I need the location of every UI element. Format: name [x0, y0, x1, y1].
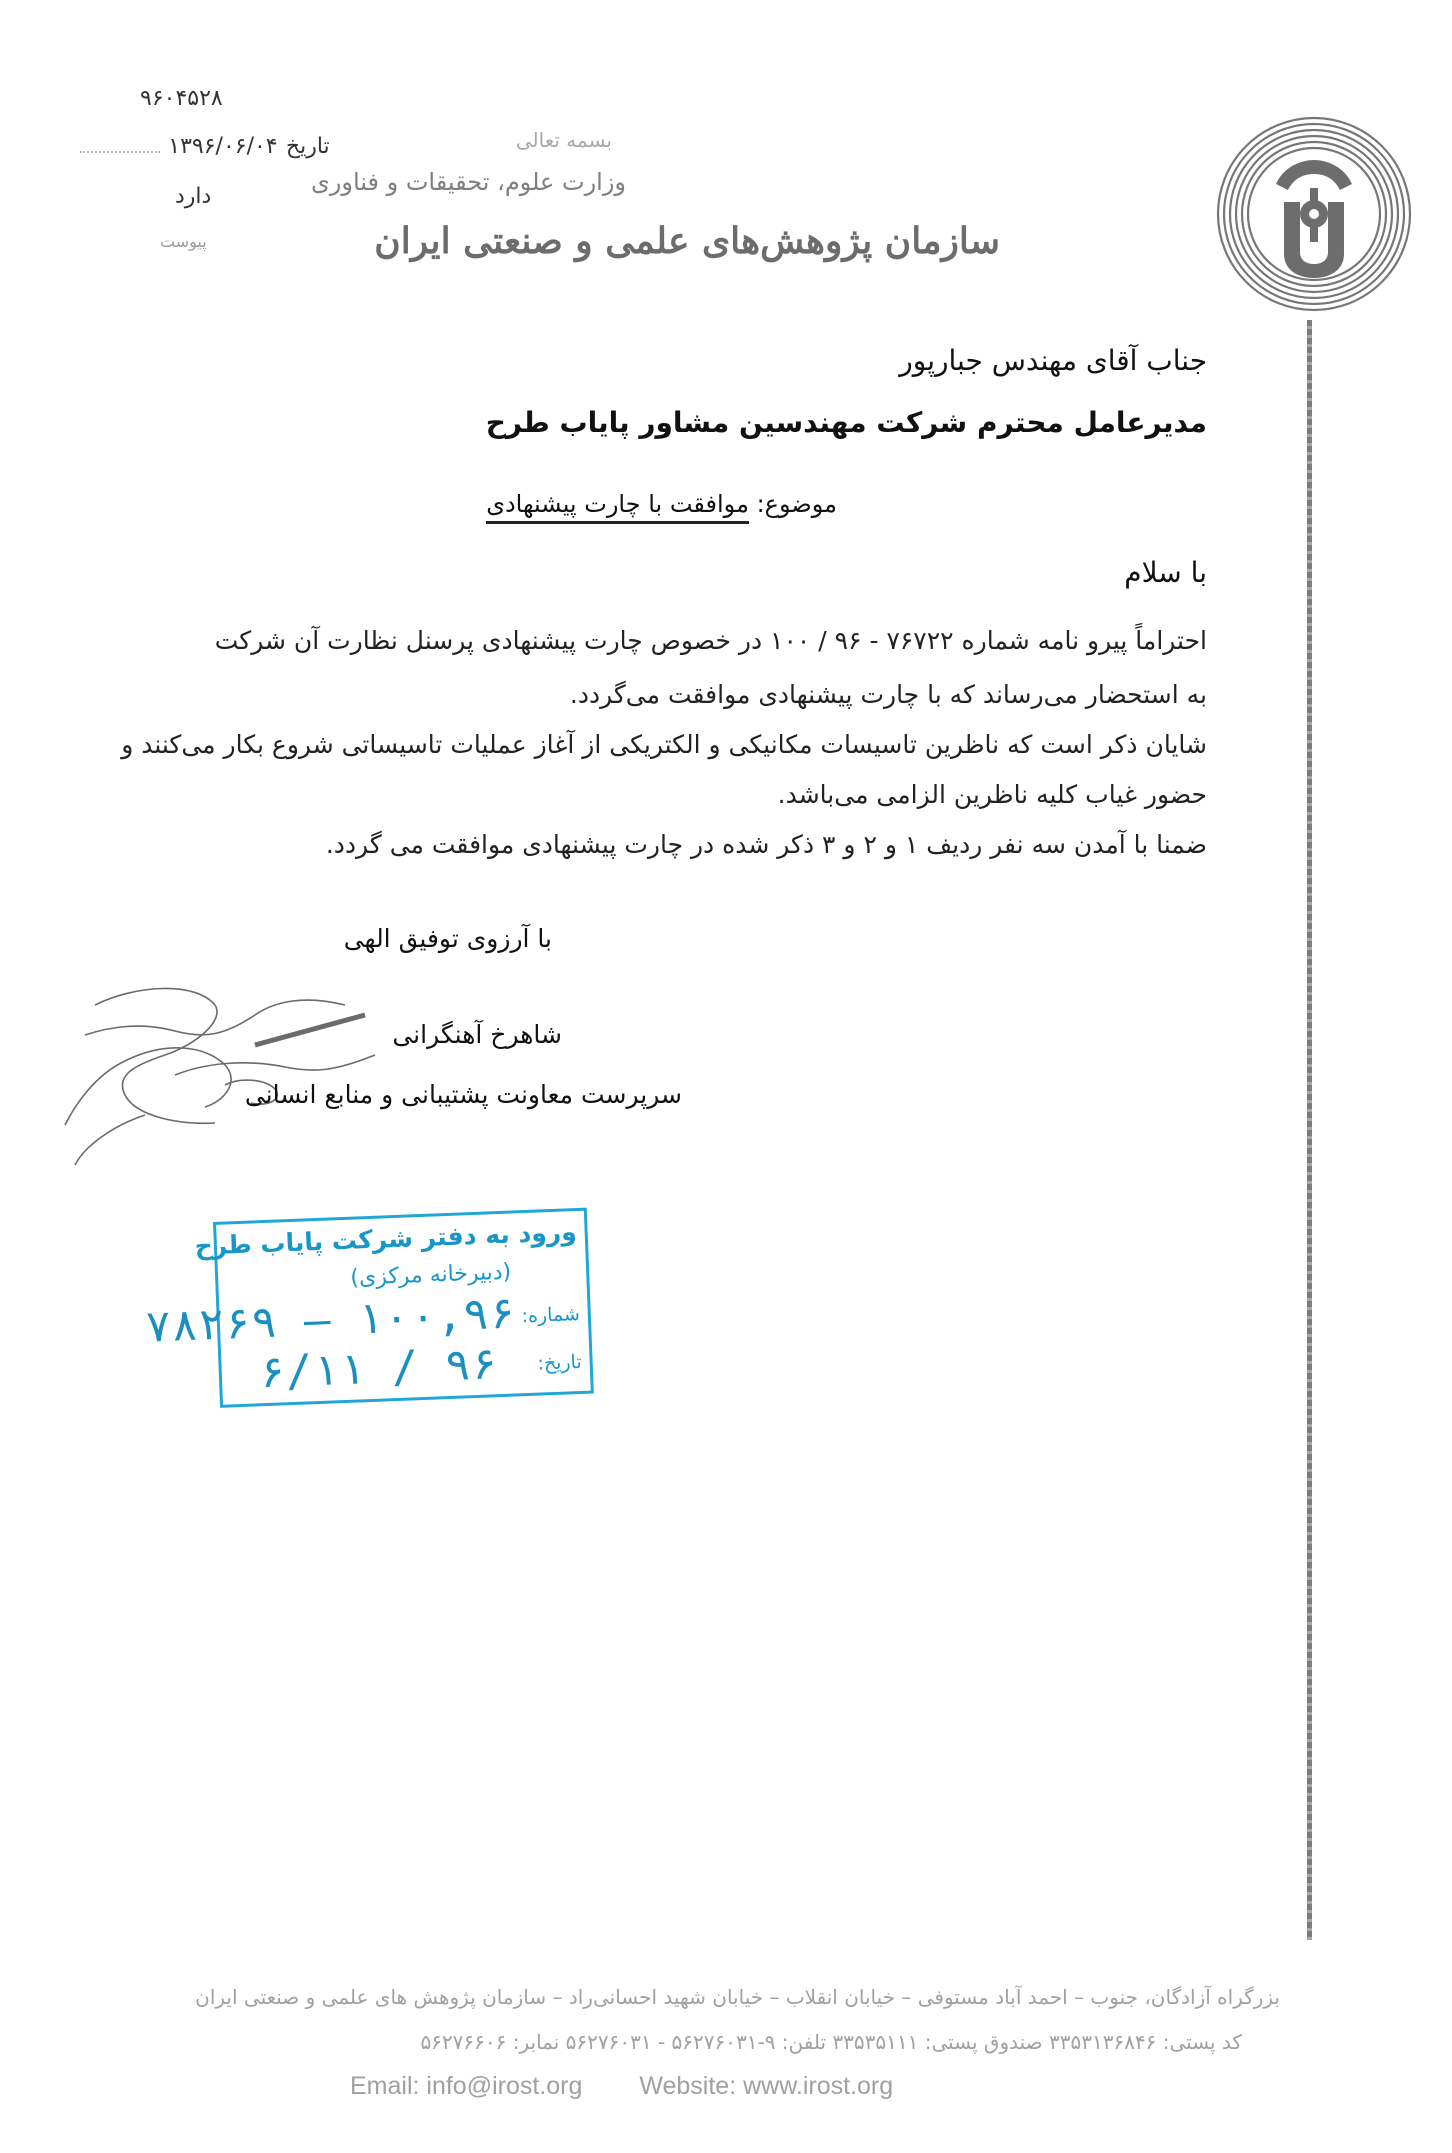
- body-line-4: حضور غیاب کلیه ناظرین الزامی می‌باشد.: [777, 780, 1207, 809]
- recipient-name: جناب آقای مهندس جبارپور: [899, 344, 1207, 377]
- stamp-number-value: ۱۰۰,۹۶ — ۷۸۲۶۹: [144, 1287, 517, 1353]
- registry-attachment-label: دارد: [175, 184, 212, 209]
- registry-date-label: تاریخ: [285, 134, 330, 159]
- registry-faint-label: پیوست: [160, 232, 207, 251]
- irost-logo-icon: [1214, 114, 1414, 314]
- footer-web: [350, 2072, 943, 2101]
- body-line-5: ضمنا با آمدن سه نفر ردیف ۱ و ۲ و ۳ ذکر شده در چارت پیشنهادی موافقت می گردد.: [325, 830, 1207, 859]
- closing-phrase: با آرزوی توفیق الهی: [343, 924, 552, 953]
- recipient-title: مدیرعامل محترم شرکت مهندسین مشاور پایاب طرح: [485, 406, 1207, 439]
- stamp-line-2: (دبیرخانه مرکزی): [349, 1259, 512, 1291]
- incoming-stamp: [144, 1208, 594, 1408]
- registry-date-row: [80, 130, 330, 160]
- stamp-number-label: شماره:: [521, 1302, 581, 1328]
- subject-line: [486, 490, 837, 518]
- signer-title: سرپرست معاونت پشتیبانی و منابع انسانی: [244, 1080, 682, 1109]
- header-organization: سازمان پژوهش‌های علمی و صنعتی ایران: [374, 220, 1000, 262]
- stamp-line-1: ورود به دفتر شرکت پایاب طرح: [194, 1217, 578, 1261]
- signer-name: شاهرخ آهنگرانی: [392, 1020, 562, 1049]
- footer-address: بزرگراه آزادگان، جنوب – احمد آباد مستوفی – خیابان انقلاب – خیابان شهید احسانی‌راد – سازمان پژوهش های علمی و صنعتی ایران: [195, 1985, 1280, 2009]
- footer-email[interactable]: Email: info@irost.org: [350, 2072, 583, 2100]
- body-line-2: به استحضار می‌رساند که با چارت پیشنهادی موافقت می‌گردد.: [569, 680, 1207, 709]
- footer-contacts: کد پستی: ۳۳۵۳۱۳۶۸۴۶ صندوق پستی: ۳۳۵۳۵۱۱۱ تلفن: ۹-۵۶۲۷۶۰۳۱ - ۵۶۲۷۶۰۳۱ نمابر: ۵۶۲۷۶۶۰۶: [420, 2030, 1242, 2054]
- stamp-date-label: تاریخ:: [537, 1350, 583, 1375]
- registry-date: ۱۳۹۶/۰۶/۰۴: [168, 134, 278, 159]
- header-ministry: وزارت علوم، تحقیقات و فناوری: [311, 168, 626, 196]
- greeting: با سلام: [1124, 556, 1207, 589]
- header-bismillah: بسمه تعالی: [515, 128, 612, 152]
- stamp-date-value: ۹۶ / ۶/۱۱: [258, 1338, 499, 1399]
- subject-label: موضوع:: [756, 490, 837, 518]
- footer-website[interactable]: Website: www.irost.org: [639, 2072, 894, 2100]
- body-line-1: احتراماً پیرو نامه شماره ۷۶۷۲۲ - ۹۶ / ۱۰۰ در خصوص چارت پیشنهادی پرسنل نظارت آن شرکت: [214, 626, 1207, 655]
- registry-number: ۹۶۰۴۵۲۸: [140, 86, 223, 111]
- body-line-3: شایان ذکر است که ناظرین تاسیسات مکانیکی و الکتریکی از آغاز عملیات تاسیساتی شروع بکار می‌کنند و: [121, 730, 1207, 759]
- margin-rule: [1307, 320, 1312, 1940]
- registry-attachment-row: [175, 180, 211, 210]
- subject-value: موافقت با چارت پیشنهادی: [486, 490, 749, 524]
